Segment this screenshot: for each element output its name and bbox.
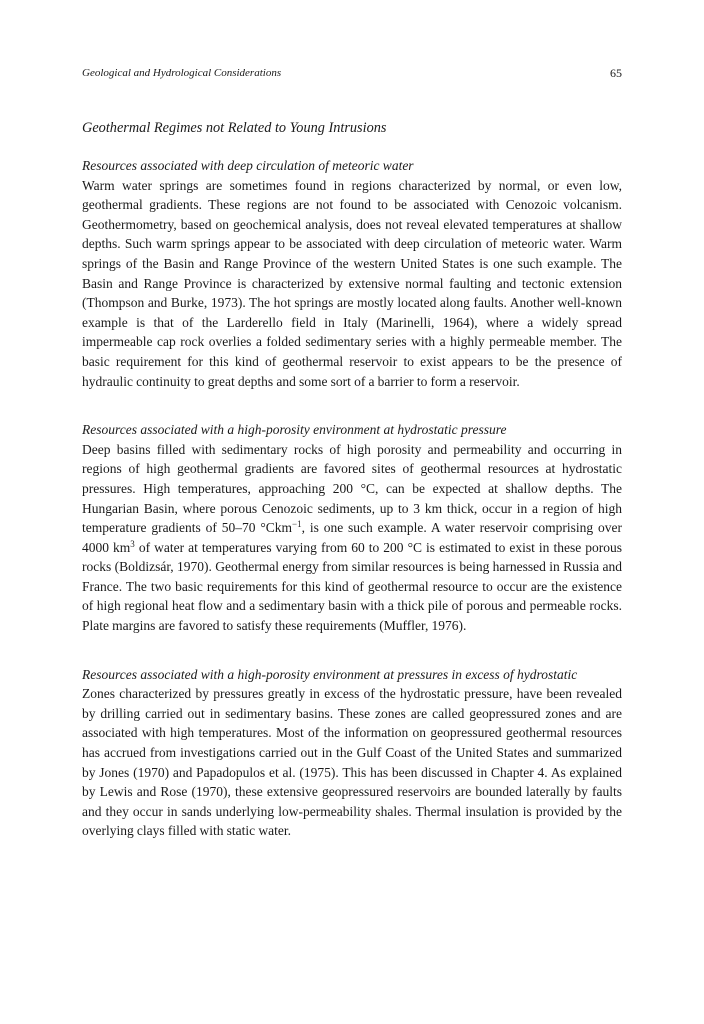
document-page: [82, 64, 622, 841]
superscript-exponent: 3: [130, 538, 135, 549]
paragraph: Warm water springs are sometimes found in regions characterized by normal, or even low, geothermal gradients. These regions are not found to be associated with Cenozoic volcanism. Geothermometry, based on geochemical analysis, does not reveal elevated temperatures at shallow depths. Such warm springs appear to be associated with deep circulation of meteoric water. Warm springs of the Basin and Range Province of the western United States is one such example. The Basin and Range Province is characterized by extensive normal faulting and tectonic extension (Thompson and Burke, 1973). The hot springs are mostly located along faults. Another well-known example is that of the Larderello field in Italy (Marinelli, 1964), where a widely spread impermeable cap rock overlies a folded sedimentary series with a highly permeable member. The basic requirement for this kind of geothermal reservoir to exist appears to be the presence of hydraulic continuity to great depths and some sort of a barrier to form a reservoir.: [82, 177, 622, 389]
paragraph: [82, 440, 622, 636]
superscript-exponent: −1: [292, 519, 302, 530]
subsection-heading: Resources associated with a high-porosity environment at hydrostatic pressure: [82, 422, 507, 438]
section-title: Geothermal Regimes not Related to Young Intrusions: [82, 120, 387, 136]
subsection-geopressured: [82, 665, 622, 841]
running-head: [82, 64, 622, 82]
subsection-meteoric-water: [82, 156, 622, 391]
subsection-hydrostatic-pressure: [82, 420, 622, 636]
page-number: 65: [610, 66, 622, 80]
paragraph-text: of water at temperatures varying from 60 to 200 °C is estimated to exist in these porous rocks (Boldizsár, 1970). Geothermal energy from similar resources is being harnessed in Russia and France. The two basic requirements for this kind of geothermal resource to occur are the existence of high regional heat flow and a sedimentary basin with a thick pile of porous and permeable rocks. Plate margins are favored to satisfy these requirements (Muffler, 1976).: [82, 539, 622, 634]
subsection-heading: Resources associated with deep circulation of meteoric water: [82, 158, 414, 173]
running-head-title: Geological and Hydrological Considerations: [82, 67, 282, 79]
paragraph: Zones characterized by pressures greatly in excess of the hydrostatic pressure, have been revealed by drilling carried out in sedimentary basins. These zones are called geopressured zones and are associated with high temperatures. Most of the information on geopressured geothermal resources has accrued from investigations carried out in the Gulf Coast of the United States and summarized by Jones (1970) and Papadopulos et al. (1975). This has been discussed in Chapter 4. As explained by Lewis and Rose (1970), these extensive geopressured reservoirs are bounded laterally by faults and they occur in sands underlying low-permeability shales. Thermal insulation is provided by the overlying clays filled with static water.: [82, 686, 622, 839]
paragraph-text: , is one such example. A water reservoir comprising over 4000 km: [82, 520, 622, 555]
paragraph-text: Deep basins filled with sedimentary rocks of high porosity and permeability and occurring in regions of high geothermal gradients are favored sites of geothermal resources at hydrostatic pressures. High temperatures, approaching 200 °C, can be expected at shallow depths. The Hungarian Basin, where porous Cenozoic sediments, up to 3 km thick, occur in a region of high temperature gradients of 50–70 °Ckm: [82, 441, 622, 536]
subsection-heading: Resources associated with a high-porosity environment at pressures in excess of hydrostatic: [82, 666, 578, 682]
